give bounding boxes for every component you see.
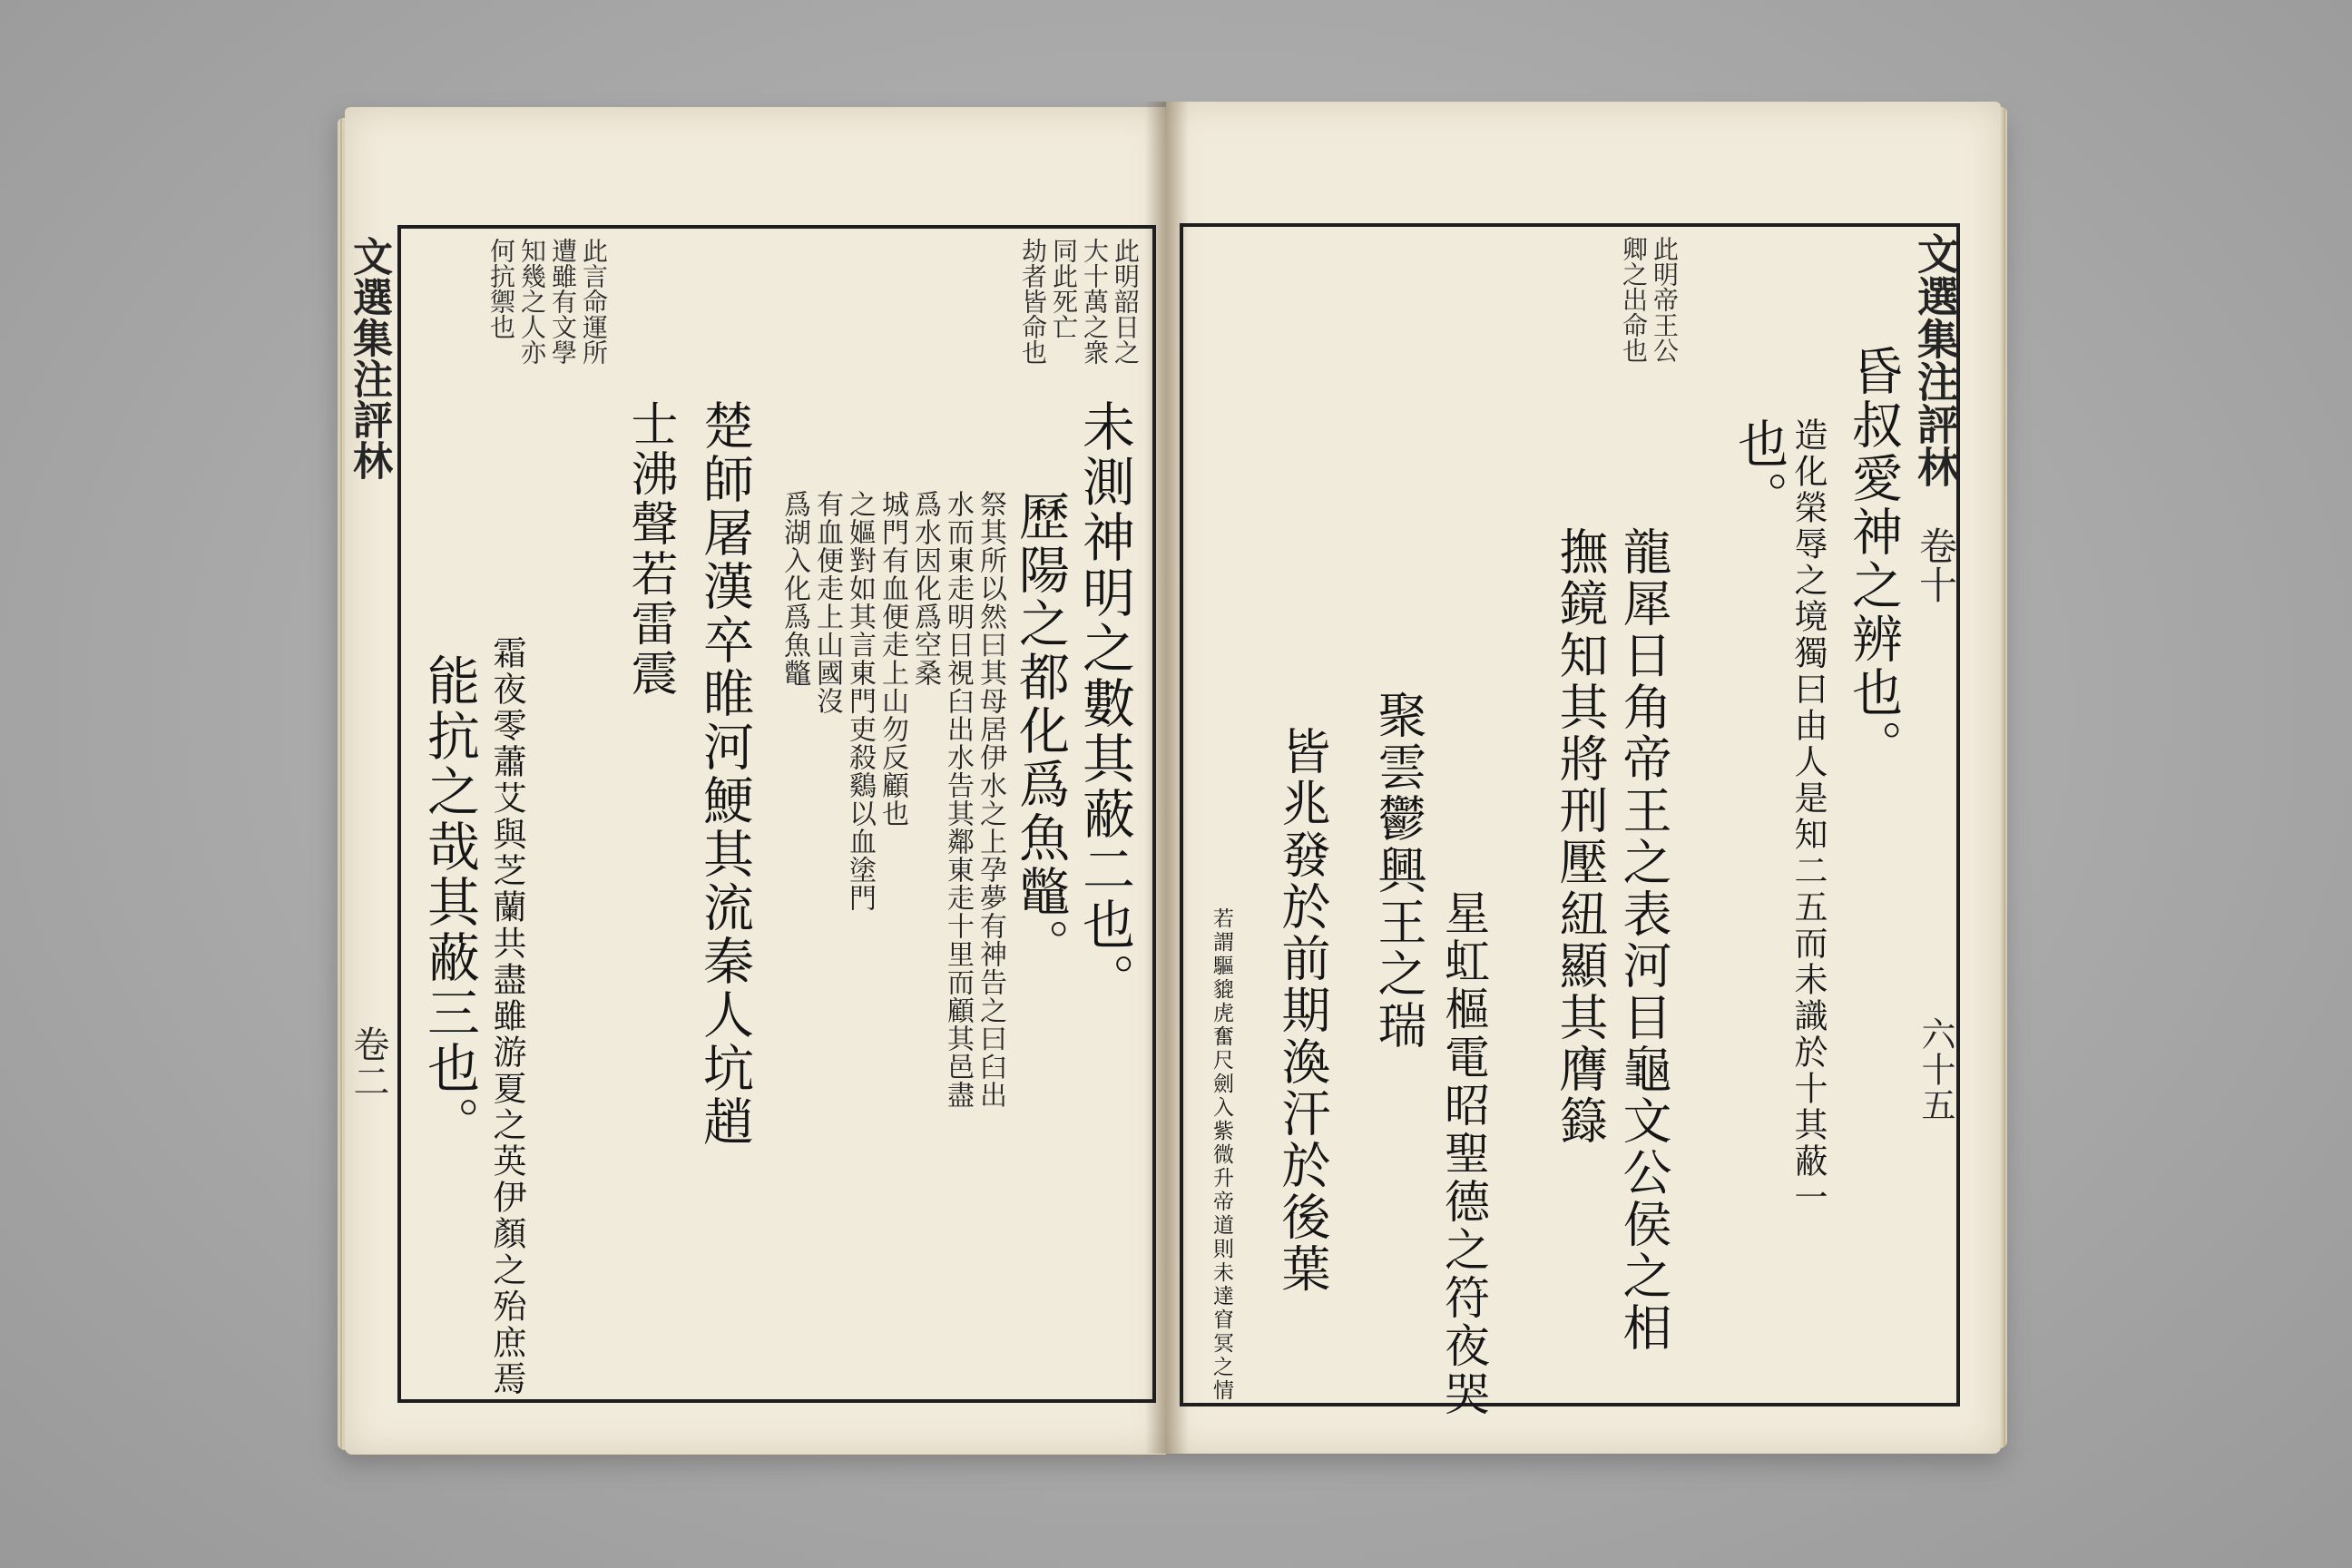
- left-column: 城門有血便走上山勿反顧也: [877, 490, 908, 828]
- right-top-note: 卿之出命也: [1619, 236, 1649, 363]
- left-top-note: 大十萬之衆: [1080, 238, 1110, 365]
- right-column: 撫鏡知其將刑壓紐顯其膺籙: [1552, 526, 1609, 1147]
- left-margin-title: 文選集注評林: [346, 236, 392, 481]
- right-margin-title: 文選集注評林: [1911, 232, 1960, 488]
- left-margin-volume: 卷二: [348, 1025, 389, 1100]
- right-column: 昏叔愛神之辨也。: [1844, 345, 1903, 773]
- right-column: 聚雲鬱興王之瑞: [1370, 690, 1427, 1052]
- left-column: 能抗之哉其蔽三也。: [418, 653, 480, 1152]
- right-column: 造化榮辱之境獨曰由人是知二五而未識於十其蔽一: [1788, 417, 1828, 1216]
- left-column: 未測神明之數其蔽二也。: [1073, 399, 1135, 1008]
- left-column: 水而東走明日視臼出水告其鄰東走十里而顧其邑盡: [942, 490, 974, 1109]
- right-column: 若謂驅貔虎奮尺劍入紫微升帝道則未達窅冥之情: [1210, 907, 1233, 1403]
- left-top-note: 此明韶日之: [1111, 238, 1141, 365]
- left-top-note: 何抗禦也: [486, 238, 516, 339]
- folio-number: 六十五: [1916, 1016, 1955, 1122]
- right-margin-volume: 卷十: [1914, 526, 1958, 604]
- left-top-note: 遭雖有文學: [548, 238, 578, 365]
- left-column: 爲水因化爲空桑: [909, 490, 941, 687]
- left-column: 祭其所以然曰其母居伊水之上孕夢有神告之曰臼出: [975, 490, 1006, 1109]
- right-column: 皆兆發於前期渙汗於後葉: [1274, 726, 1331, 1295]
- right-column: 星虹樞電昭聖德之符夜哭: [1437, 889, 1490, 1418]
- right-column: 龍犀日角帝王之表河目龜文公侯之相: [1615, 526, 1672, 1354]
- left-column: 歷陽之都化爲魚鼈。: [1011, 490, 1070, 972]
- left-column: 霜夜零蕭艾與芝蘭共盡雖游夏之英伊顏之殆庶焉: [487, 635, 526, 1397]
- left-column: 有血便走上山國沒: [811, 490, 843, 715]
- left-top-note: 同此死亡: [1049, 238, 1079, 339]
- left-column: 士沸聲若雷震: [622, 399, 677, 699]
- right-column: 也。: [1730, 417, 1788, 524]
- left-top-note: 知幾之人亦: [517, 238, 547, 365]
- left-column: 之嫗對如其言東門吏殺鷄以血塗門: [844, 490, 876, 912]
- left-column: 爲湖入化爲魚鼈: [779, 490, 810, 687]
- left-top-note: 此言命運所: [579, 238, 609, 365]
- right-top-note: 此明帝王公: [1650, 236, 1680, 363]
- left-top-note: 劫者皆命也: [1018, 238, 1048, 365]
- left-column: 楚師屠漢卒睢河鯁其流秦人坑趙: [695, 399, 754, 1149]
